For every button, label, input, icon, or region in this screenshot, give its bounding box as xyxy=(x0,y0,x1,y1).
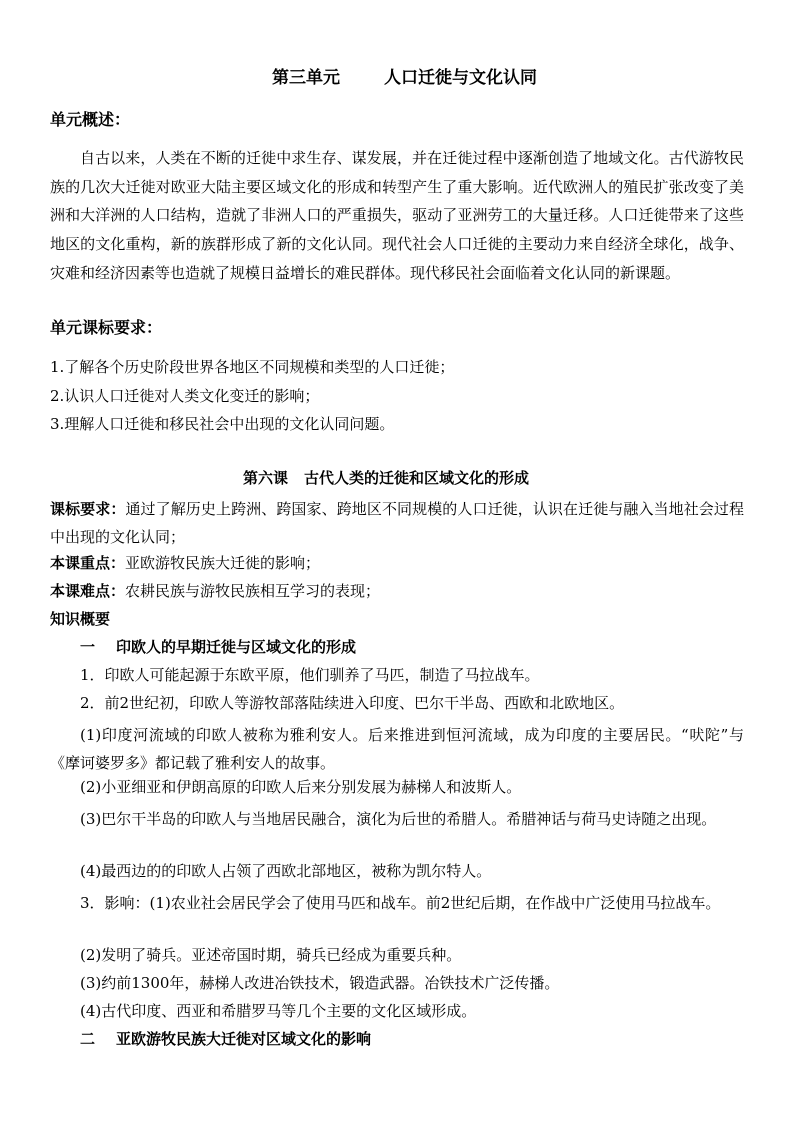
section-1-point-3: 3．影响：(1)农业社会居民学会了使用马匹和战车。前2世纪后期，在作战中广泛使用马拉战车。 xyxy=(80,894,721,912)
section-2-title: 亚欧游牧民族大迁徙对区域文化的影响 xyxy=(116,1030,372,1048)
section-2-heading xyxy=(80,1029,371,1049)
lesson-requirement xyxy=(50,495,744,551)
standard-item-3: 3.理解人口迁徙和移民社会中出现的文化认同问题。 xyxy=(50,415,395,433)
lesson-difficulty-label: 本课难点： xyxy=(50,582,126,600)
lesson-focus-label: 本课重点： xyxy=(50,554,126,572)
standard-item-1: 1.了解各个历史阶段世界各地区不同规模和类型的人口迁徙； xyxy=(50,358,455,376)
section-2-number: 二 xyxy=(80,1030,96,1048)
lesson-topic: 古代人类的迁徙和区域文化的形成 xyxy=(304,469,530,487)
unit-title-number: 第三单元 xyxy=(272,68,340,88)
lesson-difficulty-text: 农耕民族与游牧民族相互学习的表现； xyxy=(125,582,381,600)
section-1-point-2-3: (3)巴尔干半岛的印欧人与当地居民融合，演化为后世的希腊人。希腊神话与荷马史诗随之出现。 xyxy=(80,810,717,828)
section-1-point-3-2: (2)发明了骑兵。亚述帝国时期，骑兵已经成为重要兵种。 xyxy=(80,946,462,964)
section-1-point-3-4: (4)古代印度、西亚和希腊罗马等几个主要的文化区域形成。 xyxy=(80,1002,477,1020)
unit-title-topic: 人口迁徙与文化认同 xyxy=(384,68,537,88)
section-1-heading xyxy=(80,637,356,657)
lesson-requirement-text: 通过了解历史上跨洲、跨国家、跨地区不同规模的人口迁徙，认识在迁徙与融入当地社会过程中出现的文化认同； xyxy=(50,500,744,546)
knowledge-overview-heading: 知识概要 xyxy=(50,610,111,628)
standards-heading: 单元课标要求： xyxy=(50,318,163,337)
section-1-number: 一 xyxy=(80,638,96,656)
section-1-point-2-4: (4)最西边的的印欧人占领了西欧北部地区，被称为凯尔特人。 xyxy=(80,862,492,880)
lesson-difficulty xyxy=(50,581,380,601)
section-1-point-1: 1．印欧人可能起源于东欧平原，他们驯养了马匹，制造了马拉战车。 xyxy=(80,666,540,684)
standard-item-2: 2.认识人口迁徙对人类文化变迁的影响； xyxy=(50,387,320,405)
section-1-point-3-3: (3)约前1300年，赫梯人改进冶铁技术，锻造武器。冶铁技术广泛传播。 xyxy=(80,974,560,992)
lesson-number: 第六课 xyxy=(243,469,289,487)
section-1-point-2-1: (1)印度河流域的印欧人被称为雅利安人。后来推进到恒河流域，成为印度的主要居民。“吠陀”与《摩诃婆罗多》都记载了雅利安人的故事。 xyxy=(50,726,744,772)
lesson-title xyxy=(243,468,529,488)
section-1-point-2-2: (2)小亚细亚和伊朗高原的印欧人后来分别发展为赫梯人和波斯人。 xyxy=(80,778,522,796)
lesson-requirement-label: 课标要求： xyxy=(50,500,126,518)
overview-heading: 单元概述： xyxy=(50,110,131,129)
section-1-point-2: 2．前2世纪初，印欧人等游牧部落陆续进入印度、巴尔干半岛、西欧和北欧地区。 xyxy=(80,694,625,712)
lesson-focus xyxy=(50,553,320,573)
section-1-title: 印欧人的早期迁徙与区域文化的形成 xyxy=(116,638,357,656)
unit-title xyxy=(272,68,537,88)
overview-paragraph: 自古以来，人类在不断的迁徙中求生存、谋发展，并在迁徙过程中逐渐创造了地域文化。古代游牧民族的几次大迁徙对欧亚大陆主要区域文化的形成和转型产生了重大影响。近代欧洲人的殖民扩张改变了美洲和大洋洲的人口结构，造就了非洲人口的严重损失，驱动了亚洲劳工的大量迁移。人口迁徙带来了这些地区的文化重构，新的族群形成了新的文化认同。现代社会人口迁徙的主要动力来自经济全球化，战争、灾难和经济因素等也造就了规模日益增长的难民群体。现代移民社会面临着文化认同的新课题。 xyxy=(50,149,744,282)
lesson-focus-text: 亚欧游牧民族大迁徙的影响； xyxy=(125,554,321,572)
